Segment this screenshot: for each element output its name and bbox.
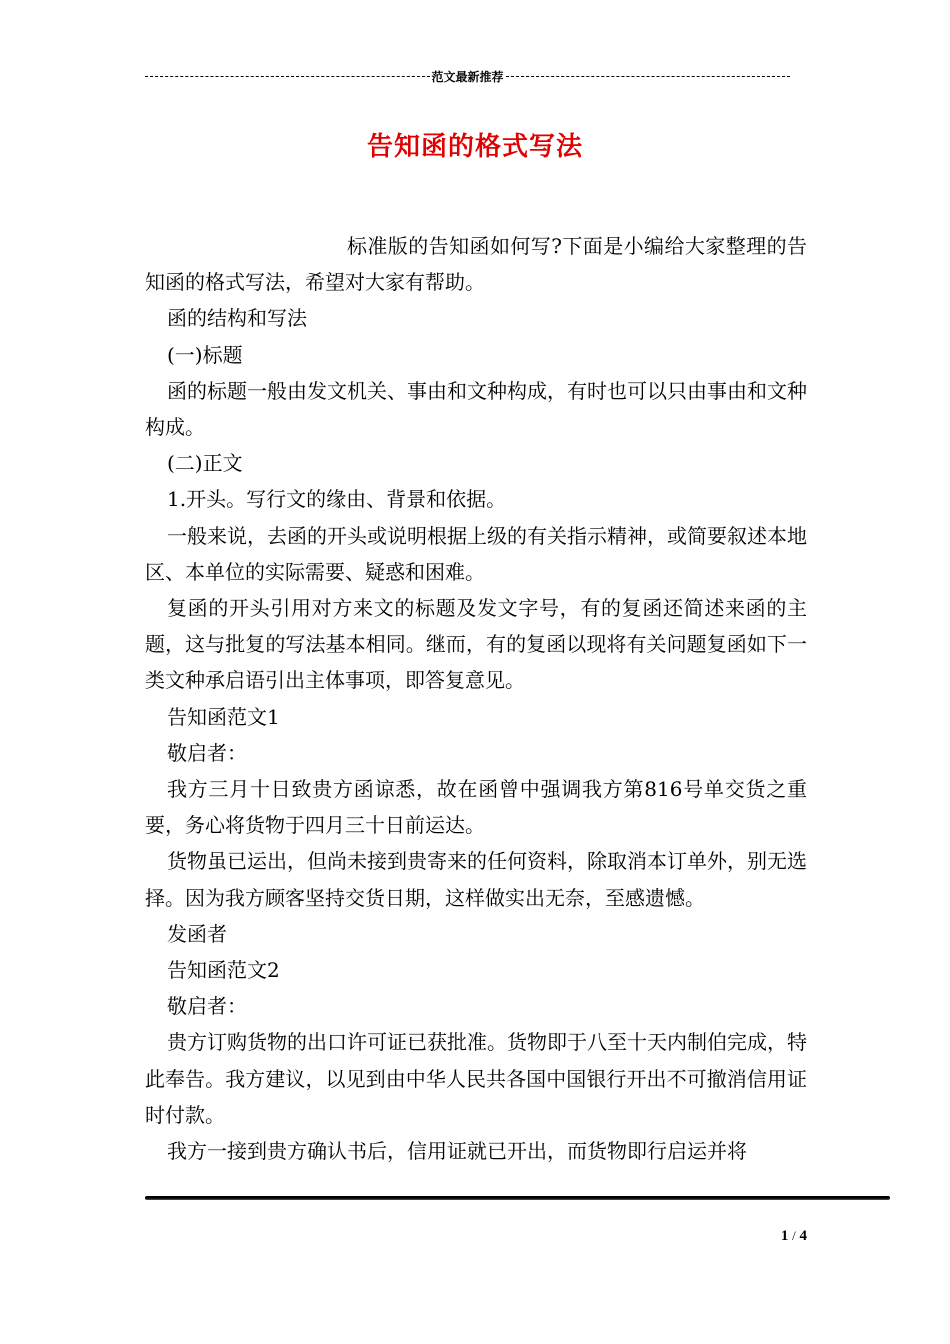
paragraph-sample1-heading: 告知函范文1	[167, 704, 280, 729]
document-body	[145, 228, 807, 1169]
document-title: 告知函的格式写法	[366, 132, 583, 162]
paragraph-opening: 1.开头。写行文的缘由、背景和依据。	[167, 487, 507, 512]
paragraph-reply: 复函的开头引用对方来文的标题及发文字号，有的复函还简述来函的主题，这与批复的写法基本相同。继而，有的复函以现将有关问题复函如下一类文种承启语引出主体事项，即答复意见。	[145, 596, 807, 693]
paragraph-outgoing: 一般来说，去函的开头或说明根据上级的有关指示精神，或简要叙述本地区、本单位的实际需要、疑惑和困难。	[145, 523, 807, 584]
header-label: 范文最新推荐	[431, 69, 504, 84]
paragraph-sample2-body2: 我方一接到贵方确认书后，信用证就已开出，而货物即行启运并将	[167, 1139, 747, 1164]
paragraph-sample2-body1: 贵方订购货物的出口许可证已获批准。货物即于八至十天内制伯完成，特此奉告。我方建议，以见到由中华人民共各国中国银行开出不可撤消信用证时付款。	[145, 1030, 807, 1127]
header-dash-left	[145, 76, 430, 77]
paragraph-sample2-salutation: 敬启者：	[167, 994, 247, 1019]
paragraph-sample1-salutation: 敬启者：	[167, 740, 247, 765]
paragraph-section-title: (一)标题	[167, 342, 243, 367]
page-header	[145, 66, 790, 86]
paragraph-intro: 标准版的告知函如何写?下面是小编给大家整理的告知函的格式写法，希望对大家有帮助。	[145, 234, 807, 295]
paragraph-sample1-sender: 发函者	[167, 921, 227, 946]
paragraph-title-desc: 函的标题一般由发文机关、事由和文种构成，有时也可以只由事由和文种构成。	[145, 378, 807, 440]
page-number	[781, 1228, 807, 1245]
footer-rule	[145, 1196, 890, 1200]
paragraph-sample2-heading: 告知函范文2	[167, 958, 280, 983]
page-total: 4	[799, 1228, 807, 1244]
page-separator: /	[792, 1228, 796, 1243]
header-dash-right	[506, 76, 791, 77]
paragraph-sample1-body2: 货物虽已运出，但尚未接到贵寄来的任何资料，除取消本订单外，别无选择。因为我方顾客坚持交货日期，这样做实出无奈，至感遗憾。	[145, 849, 807, 910]
paragraph-section-body: (二)正文	[167, 451, 243, 476]
page-current: 1	[780, 1228, 789, 1244]
paragraph-sample1-body1: 我方三月十日致贵方函谅悉，故在函曾中强调我方第816号单交货之重要，务心将货物于四月三十日前运达。	[145, 777, 807, 838]
paragraph-structure-heading: 函的结构和写法	[167, 306, 307, 331]
